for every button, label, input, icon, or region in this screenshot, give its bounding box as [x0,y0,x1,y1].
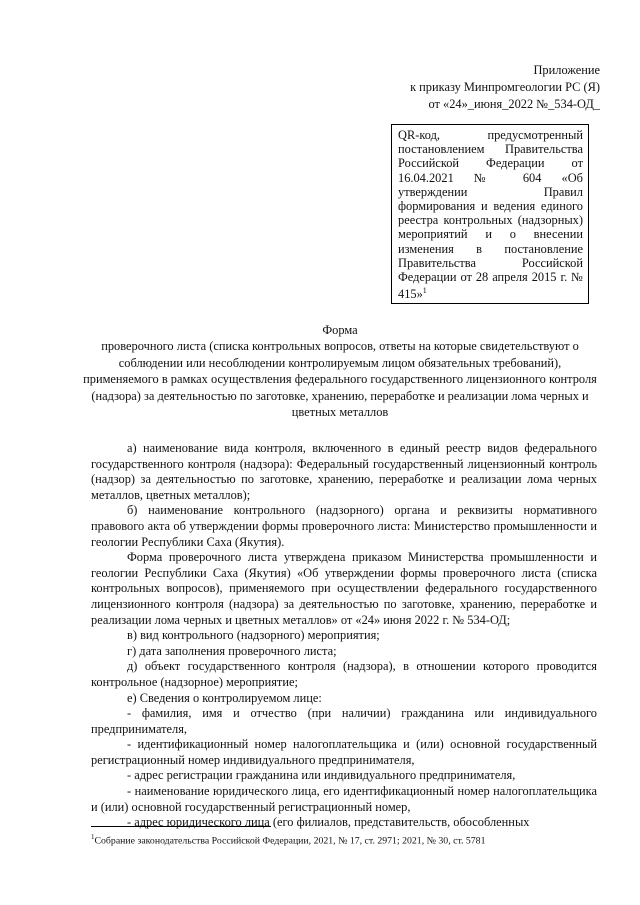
qr-footnote-mark: 1 [422,286,427,296]
qr-box-text: QR-код, предусмотренный постановлением Правительства Российской Федерации от 16.04.2021 № 604 «Об утверждении Правил формирования и ведения единого реестра контрольных (надзорных) мероприятий и о внесении изменения в постановление Правительства Российской Федерации от 28 апреля 2015 г. № 415» [398,128,583,302]
form-approval-paragraph: Форма проверочного листа утверждена приказом Министерства промышленности и геологии Республики Саха (Якутия) «Об утверждении формы проверочного листа (списка контрольных вопросов), применяемого при осуществлении федерального государственного лицензионного контроля (надзора) за деятельностью по заготовке, хранению, переработке и реализации лома черных и цветных металлов» от «24» июня 2022 г. № 534-ОД; [91,550,597,627]
form-title-word: Форма [322,323,358,337]
item-g: г) дата заполнения проверочного листа; [127,643,337,658]
dash-item-address: - адрес регистрации гражданина или индивидуального предпринимателя, [127,768,516,783]
item-a: а) наименование вида контроля, включенного в единый реестр видов федерального государственного контроля (надзора): Федеральный государственный лицензионный контроль (надзор) за деятельностью по заготовке, хранению, переработке и реализации лома черных металлов, цветных металлов); [91,441,597,502]
dash-item-name: - фамилия, имя и отчество (при наличии) гражданина или индивидуального предпринимателя, [91,706,597,736]
dash-item-legal-name: - наименование юридического лица, его идентификационный номер налогоплательщика и (или) основной государственный регистрационный номер, [91,784,597,814]
qr-code-box [391,124,589,304]
item-v: в) вид контрольного (надзорного) мероприятия; [127,628,380,643]
item-d: д) объект государственного контроля (надзора), в отношении которого проводится контрольное (надзорное) мероприятие; [91,659,597,689]
form-title-description: проверочного листа (списка контрольных вопросов, ответы на которые свидетельствуют о соблюдении или несоблюдении контролируемым лицом обязательных требований), применяемого в рамках осуществления федерального государственного лицензионного контроля (надзора) за деятельностью по заготовке, хранению, переработке и реализации лома черных и цветных металлов [83,339,597,420]
appendix-header [320,62,600,113]
dash-item-inn: - идентификационный номер налогоплательщика и (или) основной государственный регистрационный номер индивидуального предпринимателя, [91,737,597,767]
footnote-mark: 1 [91,833,95,841]
item-e: е) Сведения о контролируемом лице: [127,690,322,705]
footnote [91,831,597,847]
item-b: б) наименование контрольного (надзорного) органа и реквизиты нормативного правового акта об утверждении формы проверочного листа: Министерство промышленности и геологии Республики Саха (Якутия). [91,503,597,549]
footnote-text: Собрание законодательства Российской Федерации, 2021, № 17, ст. 2971; 2021, № 30, ст. 5781 [94,835,486,847]
appendix-label: Приложение [533,63,600,77]
footnote-separator [91,826,271,827]
dash-item-legal-address: - адрес юридического лица (его филиалов, представительств, обособленных [127,815,530,830]
order-date-number: от «24»_июня_2022 №_534-ОД_ [428,97,600,111]
form-title [80,322,600,420]
order-reference: к приказу Минпромгеологии РС (Я) [410,80,600,94]
document-body [91,441,597,831]
